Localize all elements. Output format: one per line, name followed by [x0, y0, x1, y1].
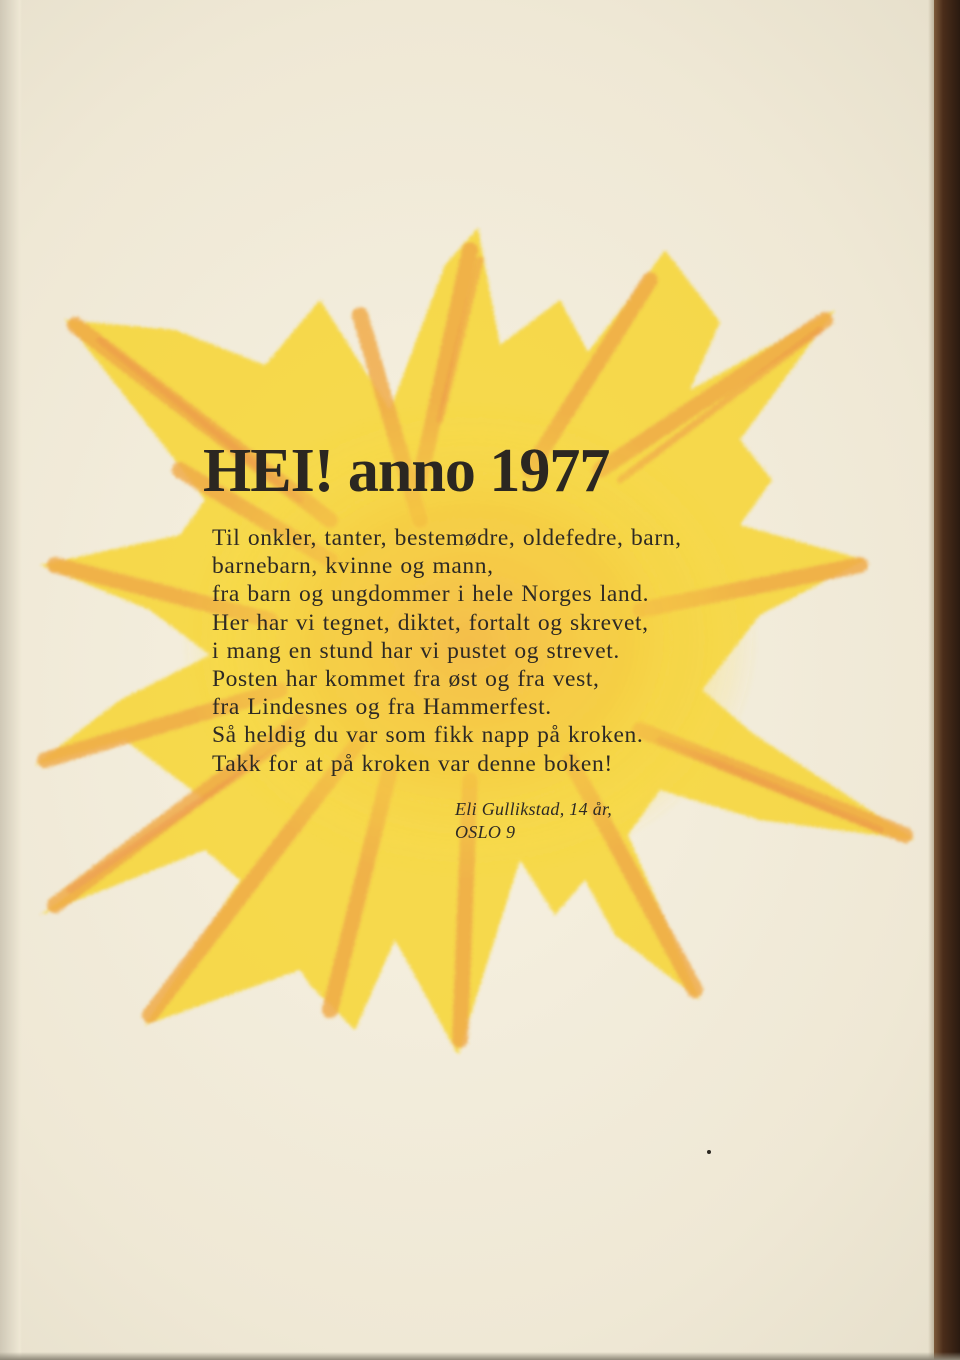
- author-name: Eli Gullikstad, 14 år,: [455, 799, 613, 819]
- poem-line: Her har vi tegnet, diktet, fortalt og skrevet,: [212, 609, 649, 636]
- author-city: OSLO 9: [455, 822, 516, 842]
- poem-line: Takk for at på kroken var denne boken!: [212, 750, 613, 777]
- poem-line: fra Lindesnes og fra Hammerfest.: [212, 694, 552, 721]
- poem-line: barnebarn, kvinne og mann,: [212, 553, 494, 580]
- poem-line: Så heldig du var som fikk napp på kroken.: [212, 722, 644, 749]
- poem: [212, 524, 682, 778]
- ink-speck: [707, 1150, 711, 1154]
- poem-line: Til onkler, tanter, bestemødre, oldefedre, barn,: [212, 525, 682, 551]
- poem-line: i mang en stund har vi pustet og strevet.: [212, 637, 620, 664]
- poem-line: Posten har kommet fra øst og fra vest,: [212, 666, 600, 693]
- page-title: HEI! anno 1977: [203, 437, 610, 505]
- author-signature: [455, 798, 612, 844]
- poem-line: fra barn og ungdommer i hele Norges land.: [212, 581, 650, 608]
